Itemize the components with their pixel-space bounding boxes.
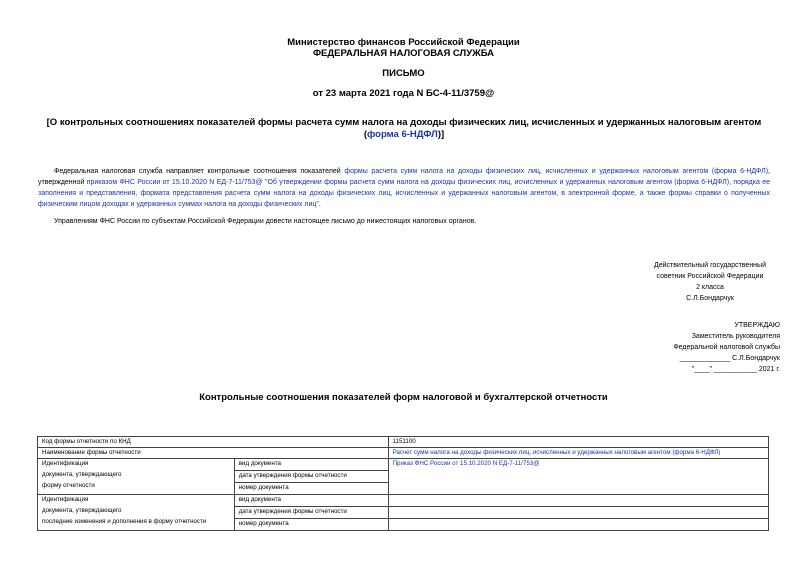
section-title: Контрольные соотношения показателей форм налоговой и бухгалтерской отчетности (199, 392, 608, 403)
ident1-doc-number-cell: номер документа (234, 483, 388, 495)
form-name-link[interactable]: Расчет сумм налога на доходы физических лиц, исчисленных и удержанных налоговым агентом (форма 6-НДФЛ) (392, 449, 721, 456)
order-reference-link[interactable]: Приказ ФНС России от 15.10.2020 N ЕД-7-11/753@ (392, 460, 540, 467)
ident1-value-cell (388, 459, 768, 495)
document-date: от 23 марта 2021 года N БС-4-11/3759@ (312, 88, 495, 99)
main-paragraph (38, 166, 770, 210)
approval-line-1: УТВЕРЖДАЮ (734, 322, 780, 329)
ministry-name: Министерство финансов Российской Федерации (287, 37, 520, 48)
signature-line-3: 2 класса (696, 284, 724, 291)
signature-block (640, 260, 780, 304)
form-name-value-cell (388, 448, 768, 459)
service-name: ФЕДЕРАЛЬНАЯ НАЛОГОВАЯ СЛУЖБА (312, 48, 495, 59)
approval-line-5: "____" ___________ 2021 г. (691, 366, 780, 373)
document-title (46, 117, 762, 141)
knd-value-cell: 1151100 (388, 437, 768, 448)
knd-label-cell: Код формы отчетности по КНД (38, 437, 389, 448)
ident1-doc-date-cell: дата утверждения формы отчетности (234, 471, 388, 483)
approval-line-2: Заместитель руководителя (691, 333, 780, 340)
ident2-value-cell-2 (388, 507, 768, 519)
signature-line-1: Действительный государственный (654, 262, 766, 269)
table-row (38, 448, 769, 459)
form-name-label-cell: Наименование формы отчетности (38, 448, 389, 459)
secondary-paragraph: Управлениям ФНС России по субъектам Российской Федерации довести настоящее письмо до нижестоящих налоговых органов. (54, 218, 477, 225)
signature-line-4: С.Л.Бондарчук (686, 295, 734, 302)
table-row (38, 437, 769, 448)
ident2-doc-number-cell: номер документа (234, 519, 388, 531)
ident2-line-2: документа, утверждающего (42, 507, 122, 514)
ident2-value-cell-1 (388, 495, 768, 507)
paragraph-text-2: , утвержденной (38, 168, 770, 186)
approval-block (660, 320, 780, 375)
table-row (38, 459, 769, 471)
ident2-line-1: Идентификация (42, 496, 89, 503)
paragraph-text-1: Федеральная налоговая служба направляет контрольные соотношения показателей (54, 168, 345, 175)
title-text-close: )] (437, 129, 445, 140)
approval-line-3: Федеральной налоговой службы (673, 344, 780, 351)
title-form-link[interactable]: форма 6-НДФЛ (366, 129, 438, 140)
ident1-line-3: форму отчетности (42, 482, 95, 489)
ident1-doc-kind-cell: вид документа (234, 459, 388, 471)
ident1-cell (38, 459, 235, 495)
paragraph-text-3: . (318, 201, 321, 208)
ident2-cell (38, 495, 235, 531)
control-ratios-table (37, 436, 769, 531)
ident2-doc-kind-cell: вид документа (234, 495, 388, 507)
ident2-value-cell-3 (388, 519, 768, 531)
ident2-line-3: последние изменения и дополнения в форму отчетности (42, 518, 207, 525)
document-type: ПИСЬМО (382, 68, 425, 79)
table-row (38, 495, 769, 507)
ident1-line-2: документа, утверждающего (42, 471, 122, 478)
form-6-ndfl-link[interactable]: формы расчета сумм налога на доходы физических лиц, исчисленных и удержанных налоговым агентом (форма 6-НДФЛ) (344, 168, 769, 175)
title-text-open: [О контрольных соотношениях показателей формы расчета сумм налога на доходы физических лиц, исчисленных и удержанных налоговым агентом ( (46, 117, 762, 140)
order-link[interactable]: приказом ФНС России от 15.10.2020 N ЕД-7-11/753@ "Об утверждении формы расчета сумм налога на доходы физических лиц, исчисленных и удержанных налоговым агентом (форма 6-НДФЛ), порядка ее заполнения и представления, формата представления расчета сумм налога на доходы физических лиц, исчисленных и удержанных налоговым агентом, в электронной форме, а также формы справки о полученных физическим лицом доходах и удержанных суммах налога на доходы физических лиц" (38, 179, 770, 208)
ident2-doc-date-cell: дата утверждения формы отчетности (234, 507, 388, 519)
approval-line-4: _____________ С.Л.Бондарчук (679, 355, 780, 362)
ident1-line-1: Идентификация (42, 460, 89, 467)
signature-line-2: советник Российской Федерации (656, 273, 764, 280)
